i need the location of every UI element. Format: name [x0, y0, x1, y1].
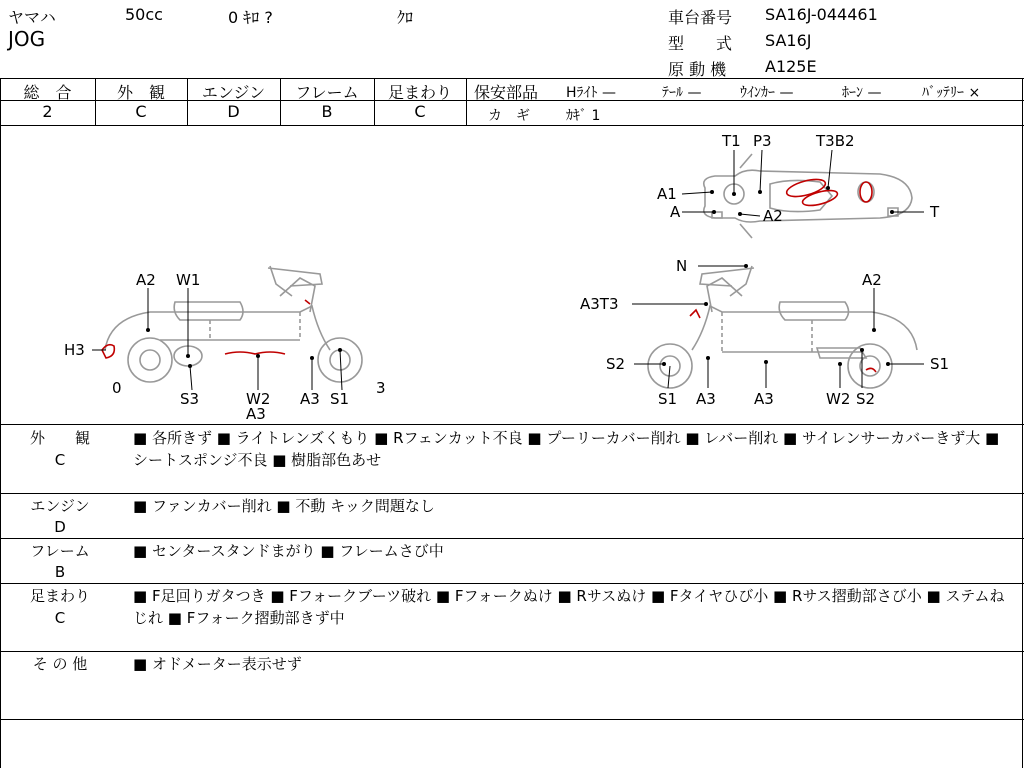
label-a1: A1 — [657, 185, 677, 203]
damage-diagram — [0, 126, 1022, 424]
type-value: SA16J — [765, 31, 812, 50]
label-a3t3: A3T3 — [580, 295, 619, 313]
label-t1: T1 — [722, 132, 741, 150]
suspension-grade: C — [414, 102, 426, 121]
label-h3: H3 — [64, 341, 85, 359]
label-a3-left: A3 — [300, 390, 320, 408]
horn-status: ﾎｰﾝ — — [842, 85, 882, 101]
label-a3-right: A3 — [696, 390, 716, 408]
divider — [0, 424, 1024, 425]
frame-grade: B — [321, 102, 333, 121]
engine-grade: D — [227, 102, 240, 121]
color: ｸﾛ — [397, 8, 414, 27]
label-w2-right: W2 — [826, 390, 851, 408]
section-label: そ の 他 — [32, 655, 88, 673]
label-a2-top: A2 — [763, 207, 783, 225]
label-zero: 0 — [112, 379, 122, 397]
divider — [0, 583, 1024, 584]
label-p3: P3 — [753, 132, 772, 150]
label-n: N — [676, 257, 688, 275]
label-a2-left: A2 — [136, 271, 156, 289]
label-s1-left: S1 — [330, 390, 350, 408]
section-label: 足まわり — [29, 587, 90, 605]
overall-label: 総 合 — [23, 83, 72, 102]
mileage: 0 ｷﾛ ? — [228, 8, 273, 27]
engine-label: 原 動 機 — [668, 60, 727, 79]
key-label: カ ギ — [488, 108, 530, 124]
section-label: 外 観 — [29, 429, 90, 447]
frame-no-label: 車台番号 — [668, 8, 733, 27]
section-label: フレーム — [30, 542, 90, 560]
safety-label: 保安部品 — [474, 83, 539, 102]
label-s2-right-b: S2 — [856, 390, 876, 408]
section-text: ■ ファンカバー削れ ■ 不動 キック問題なし — [133, 497, 435, 515]
battery-status: ﾊﾞｯﾃﾘｰ × — [922, 85, 981, 101]
divider — [0, 538, 1024, 539]
label-s1-right-b: S1 — [658, 390, 678, 408]
section-text: ■ オドメーター表示せず — [133, 655, 302, 673]
divider — [0, 78, 1024, 79]
label-t: T — [930, 203, 940, 221]
section-text: ■ 各所きず ■ ライトレンズくもり ■ Rフェンカット不良 ■ プーリーカバー削れ ■ レバー削れ ■ サイレンサーカバーきず大 ■ シートスポンジ不良 ■ 樹脂部色あせ — [133, 429, 1000, 469]
section-text: ■ センタースタンドまがり ■ フレームさび中 — [133, 542, 444, 560]
label-w2-left: W2 — [246, 390, 271, 408]
divider — [0, 493, 1024, 494]
taillight-status: ﾃｰﾙ — — [662, 85, 702, 101]
label-s3: S3 — [180, 390, 200, 408]
exterior-grade: C — [135, 102, 147, 121]
section-grade: C — [54, 451, 66, 469]
maker: ヤマハ — [8, 8, 56, 27]
key-value: ｶｷﾞ 1 — [566, 108, 601, 124]
overall-grade: 2 — [42, 102, 53, 121]
label-a3-right-b: A3 — [754, 390, 774, 408]
divider — [0, 719, 1024, 720]
divider — [1022, 424, 1023, 768]
label-t3b2: T3B2 — [816, 132, 855, 150]
model-name: JOG — [8, 27, 46, 51]
label-a: A — [670, 203, 681, 221]
divider — [466, 78, 467, 125]
label-w1: W1 — [176, 271, 201, 289]
label-s2-right: S2 — [606, 355, 626, 373]
exterior-label: 外 観 — [116, 83, 165, 102]
section-grade: B — [54, 563, 66, 581]
label-s1-right: S1 — [930, 355, 950, 373]
section-grade: D — [54, 518, 66, 536]
frame-no: SA16J-044461 — [765, 5, 878, 24]
displacement: 50cc — [125, 5, 163, 24]
frame-grade-label: フレーム — [295, 83, 359, 102]
headlight-status: Hﾗｲﾄ — — [566, 85, 616, 101]
engine-value: A125E — [765, 57, 817, 76]
section-grade: C — [54, 609, 66, 627]
label-a2-right: A2 — [862, 271, 882, 289]
suspension-grade-label: 足まわり — [387, 83, 452, 102]
label-a3-left-b: A3 — [246, 405, 266, 423]
section-label: エンジン — [30, 497, 90, 515]
divider — [1022, 78, 1023, 424]
label-three: 3 — [376, 379, 386, 397]
engine-grade-label: エンジン — [201, 83, 266, 102]
type-label: 型 式 — [668, 34, 733, 53]
winker-status: ｳｲﾝｶｰ — — [740, 85, 794, 101]
divider — [0, 651, 1024, 652]
section-text: ■ F足回りガタつき ■ Fフォークブーツ破れ ■ Fフォークぬけ ■ Rサスぬけ ■ Fタイヤひび小 ■ Rサス摺動部さび小 ■ ステムねじれ ■ Fフォーク摺動部きず中 — [133, 587, 1005, 627]
